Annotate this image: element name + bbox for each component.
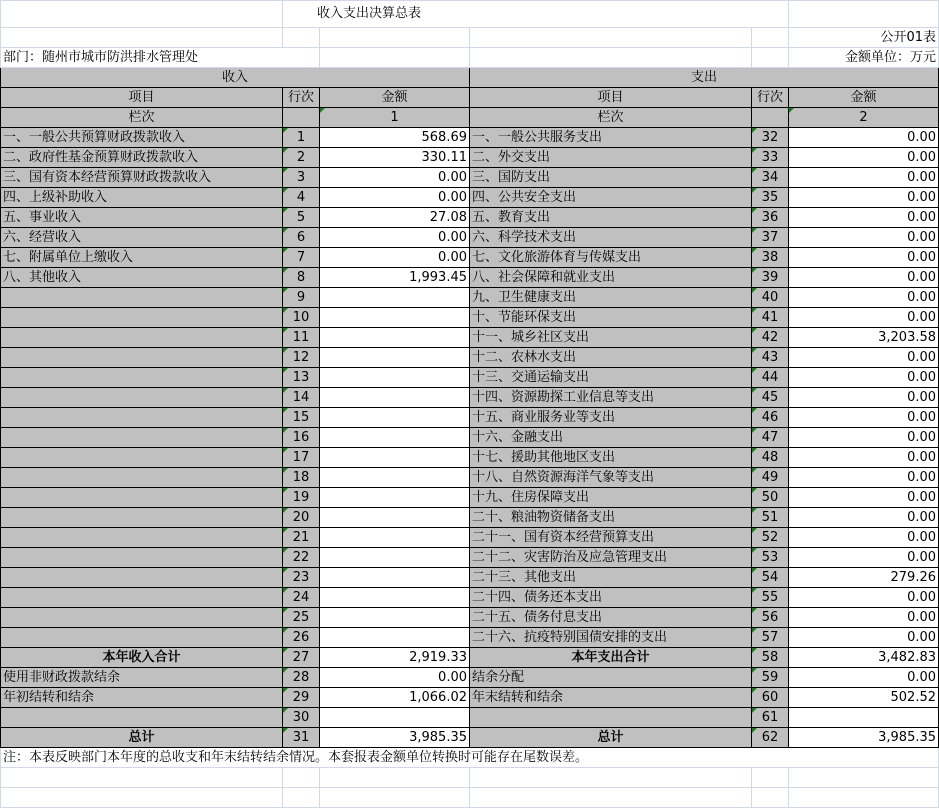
expense-line-number: 34 [752, 168, 789, 188]
income-line-number: 31 [283, 728, 320, 748]
expense-item-label: 四、公共安全支出 [470, 188, 752, 208]
expense-line-number: 47 [752, 428, 789, 448]
table-row [1, 148, 939, 168]
expense-line-number: 56 [752, 608, 789, 628]
empty-cell[interactable] [283, 768, 320, 788]
table-row [1, 668, 939, 688]
expense-amount-cell[interactable]: 0.00 [789, 288, 939, 308]
expense-item-label: 三、国防支出 [470, 168, 752, 188]
expense-amount-cell[interactable]: 0.00 [789, 408, 939, 428]
empty-cell[interactable] [1, 788, 283, 808]
expense-col-item: 项目 [470, 88, 752, 108]
expense-section-header: 支出 [470, 68, 939, 88]
income-amount-cell[interactable]: 0.00 [320, 188, 470, 208]
income-amount-cell[interactable] [320, 528, 470, 548]
department-label: 部门：随州市城市防洪排水管理处 [1, 48, 320, 68]
expense-line-number: 53 [752, 548, 789, 568]
expense-item-label: 二十六、抗疫特别国债安排的支出 [470, 628, 752, 648]
expense-item-label: 二十四、债务还本支出 [470, 588, 752, 608]
expense-line-number: 36 [752, 208, 789, 228]
income-amount-cell[interactable] [320, 568, 470, 588]
expense-amount-cell[interactable]: 0.00 [789, 508, 939, 528]
table-row [1, 568, 939, 588]
income-item-label [1, 428, 283, 448]
expense-item-label: 本年支出合计 [470, 648, 752, 668]
table-row [1, 168, 939, 188]
income-amount-cell[interactable] [320, 708, 470, 728]
table-row [1, 508, 939, 528]
empty-cell[interactable] [320, 788, 470, 808]
expense-amount-cell[interactable]: 279.26 [789, 568, 939, 588]
expense-amount-cell[interactable]: 0.00 [789, 248, 939, 268]
expense-item-label: 二十五、债务付息支出 [470, 608, 752, 628]
expense-amount-cell[interactable]: 0.00 [789, 628, 939, 648]
expense-amount-cell[interactable]: 0.00 [789, 308, 939, 328]
expense-amount-cell[interactable]: 0.00 [789, 608, 939, 628]
income-item-label: 总计 [1, 728, 283, 748]
table-row [1, 388, 939, 408]
expense-line-number: 49 [752, 468, 789, 488]
income-line-number: 13 [283, 368, 320, 388]
expense-line-number: 44 [752, 368, 789, 388]
expense-index-value: 2 [789, 108, 939, 128]
income-amount-cell[interactable]: 1,066.02 [320, 688, 470, 708]
expense-amount-cell[interactable]: 0.00 [789, 388, 939, 408]
expense-amount-cell[interactable]: 0.00 [789, 188, 939, 208]
expense-item-label: 十八、自然资源海洋气象等支出 [470, 468, 752, 488]
expense-line-number: 60 [752, 688, 789, 708]
income-line-number: 5 [283, 208, 320, 228]
income-item-label [1, 568, 283, 588]
income-item-label [1, 368, 283, 388]
income-item-label [1, 708, 283, 728]
empty-row [1, 768, 939, 788]
expense-item-label: 十三、交通运输支出 [470, 368, 752, 388]
expense-item-label: 六、科学技术支出 [470, 228, 752, 248]
expense-amount-cell[interactable]: 0.00 [789, 428, 939, 448]
income-item-label [1, 628, 283, 648]
income-item-label: 一、一般公共预算财政拨款收入 [1, 128, 283, 148]
income-item-label: 八、其他收入 [1, 268, 283, 288]
table-row [1, 628, 939, 648]
income-item-label: 年初结转和结余 [1, 688, 283, 708]
empty-cell[interactable] [789, 788, 939, 808]
expense-amount-cell[interactable]: 0.00 [789, 368, 939, 388]
income-amount-cell[interactable] [320, 288, 470, 308]
income-item-label [1, 588, 283, 608]
table-row [1, 528, 939, 548]
expense-line-number: 48 [752, 448, 789, 468]
income-item-label [1, 468, 283, 488]
expense-amount-cell[interactable]: 3,482.83 [789, 648, 939, 668]
expense-amount-cell[interactable]: 0.00 [789, 348, 939, 368]
income-item-label: 本年收入合计 [1, 648, 283, 668]
income-col-amount: 金额 [320, 88, 470, 108]
table-row [1, 288, 939, 308]
expense-index-label: 栏次 [470, 108, 752, 128]
income-item-label: 五、事业收入 [1, 208, 283, 228]
table-row [1, 128, 939, 148]
expense-item-label: 二十二、灾害防治及应急管理支出 [470, 548, 752, 568]
expense-amount-cell[interactable]: 0.00 [789, 148, 939, 168]
expense-item-label: 七、文化旅游体育与传媒支出 [470, 248, 752, 268]
income-item-label: 二、政府性基金预算财政拨款收入 [1, 148, 283, 168]
expense-amount-cell[interactable]: 3,203.58 [789, 328, 939, 348]
income-line-number: 24 [283, 588, 320, 608]
table-row [1, 328, 939, 348]
income-col-line: 行次 [283, 88, 320, 108]
income-line-number: 14 [283, 388, 320, 408]
income-line-number: 28 [283, 668, 320, 688]
amount-unit-label: 金额单位：万元 [789, 48, 939, 68]
table-row [1, 368, 939, 388]
income-amount-cell[interactable] [320, 408, 470, 428]
income-line-number: 29 [283, 688, 320, 708]
income-amount-cell[interactable] [320, 328, 470, 348]
income-line-number: 23 [283, 568, 320, 588]
expense-line-number: 55 [752, 588, 789, 608]
expense-line-number: 51 [752, 508, 789, 528]
income-item-label: 三、国有资本经营预算财政拨款收入 [1, 168, 283, 188]
income-amount-cell[interactable]: 0.00 [320, 668, 470, 688]
income-item-label [1, 528, 283, 548]
table-row [1, 548, 939, 568]
income-amount-cell[interactable]: 568.69 [320, 128, 470, 148]
expense-line-number: 32 [752, 128, 789, 148]
income-amount-cell[interactable]: 0.00 [320, 248, 470, 268]
income-line-number: 9 [283, 288, 320, 308]
empty-cell[interactable] [320, 768, 470, 788]
income-amount-cell[interactable]: 0.00 [320, 228, 470, 248]
income-amount-cell[interactable] [320, 508, 470, 528]
expense-line-number: 40 [752, 288, 789, 308]
expense-item-label: 一、一般公共服务支出 [470, 128, 752, 148]
income-line-number: 16 [283, 428, 320, 448]
table-row [1, 248, 939, 268]
income-line-number: 12 [283, 348, 320, 368]
table-row [1, 188, 939, 208]
expense-amount-cell[interactable]: 0.00 [789, 208, 939, 228]
income-item-label [1, 488, 283, 508]
income-amount-cell[interactable] [320, 308, 470, 328]
income-line-number: 10 [283, 308, 320, 328]
expense-item-label: 十七、援助其他地区支出 [470, 448, 752, 468]
income-amount-cell[interactable] [320, 348, 470, 368]
income-amount-cell[interactable] [320, 468, 470, 488]
expense-line-number: 50 [752, 488, 789, 508]
income-item-label: 六、经营收入 [1, 228, 283, 248]
income-amount-cell[interactable] [320, 588, 470, 608]
expense-amount-cell[interactable]: 0.00 [789, 128, 939, 148]
income-line-number: 20 [283, 508, 320, 528]
income-item-label [1, 448, 283, 468]
income-amount-cell[interactable] [320, 428, 470, 448]
income-amount-cell[interactable]: 3,985.35 [320, 728, 470, 748]
expense-item-label: 八、社会保障和就业支出 [470, 268, 752, 288]
income-amount-cell[interactable] [320, 548, 470, 568]
empty-cell[interactable] [1, 768, 283, 788]
income-line-number: 30 [283, 708, 320, 728]
expense-item-label: 五、教育支出 [470, 208, 752, 228]
table-row [1, 608, 939, 628]
income-line-number: 26 [283, 628, 320, 648]
title-spacer [789, 1, 939, 28]
income-item-label: 使用非财政拨款结余 [1, 668, 283, 688]
income-item-label [1, 328, 283, 348]
income-line-number: 25 [283, 608, 320, 628]
expense-item-label: 年末结转和结余 [470, 688, 752, 708]
expense-amount-cell[interactable]: 0.00 [789, 448, 939, 468]
income-item-label [1, 548, 283, 568]
empty-cell[interactable] [789, 768, 939, 788]
income-amount-cell[interactable] [320, 388, 470, 408]
empty-cell[interactable] [470, 788, 752, 808]
income-line-number: 8 [283, 268, 320, 288]
income-amount-cell[interactable]: 2,919.33 [320, 648, 470, 668]
page-title: 收入支出决算总表 [283, 1, 789, 28]
expense-line-number: 57 [752, 628, 789, 648]
table-row [1, 428, 939, 448]
income-line-number: 4 [283, 188, 320, 208]
footer-note: 注：本表反映部门本年度的总收支和年末结转结余情况。本套报表金额单位转换时可能存在尾数误差。 [1, 748, 939, 768]
expense-amount-cell[interactable]: 0.00 [789, 528, 939, 548]
expense-item-label: 十一、城乡社区支出 [470, 328, 752, 348]
income-line-number: 6 [283, 228, 320, 248]
empty-cell[interactable] [470, 768, 752, 788]
expense-line-number: 41 [752, 308, 789, 328]
table-row [1, 648, 939, 668]
table-row [1, 708, 939, 728]
expense-line-number: 35 [752, 188, 789, 208]
income-item-label [1, 508, 283, 528]
expense-line-number: 43 [752, 348, 789, 368]
table-row [1, 228, 939, 248]
expense-item-label: 二、外交支出 [470, 148, 752, 168]
expense-line-number: 58 [752, 648, 789, 668]
table-row [1, 588, 939, 608]
expense-item-label: 十二、农林水支出 [470, 348, 752, 368]
empty-row [1, 788, 939, 808]
table-row [1, 308, 939, 328]
expense-item-label: 结余分配 [470, 668, 752, 688]
expense-amount-cell[interactable]: 0.00 [789, 588, 939, 608]
income-item-label: 四、上级补助收入 [1, 188, 283, 208]
income-item-label: 七、附属单位上缴收入 [1, 248, 283, 268]
expense-amount-cell[interactable]: 0.00 [789, 548, 939, 568]
income-line-number: 22 [283, 548, 320, 568]
expense-amount-cell[interactable] [789, 708, 939, 728]
income-item-label [1, 608, 283, 628]
table-row [1, 468, 939, 488]
expense-amount-cell[interactable]: 3,985.35 [789, 728, 939, 748]
income-amount-cell[interactable]: 0.00 [320, 168, 470, 188]
income-line-number: 11 [283, 328, 320, 348]
title-spacer [1, 1, 283, 28]
expense-amount-cell[interactable]: 0.00 [789, 228, 939, 248]
income-amount-cell[interactable] [320, 608, 470, 628]
expense-amount-cell[interactable]: 0.00 [789, 668, 939, 688]
expense-line-number: 61 [752, 708, 789, 728]
empty-cell[interactable] [752, 768, 789, 788]
income-item-label [1, 348, 283, 368]
expense-amount-cell[interactable]: 0.00 [789, 488, 939, 508]
table-row [1, 408, 939, 428]
income-amount-cell[interactable] [320, 448, 470, 468]
expense-item-label: 总计 [470, 728, 752, 748]
expense-line-number: 46 [752, 408, 789, 428]
empty-cell[interactable] [752, 788, 789, 808]
expense-item-label: 十、节能环保支出 [470, 308, 752, 328]
income-line-number: 3 [283, 168, 320, 188]
expense-line-number: 38 [752, 248, 789, 268]
expense-line-number: 59 [752, 668, 789, 688]
table-row [1, 728, 939, 748]
expense-item-label [470, 708, 752, 728]
table-row [1, 688, 939, 708]
expense-line-number: 39 [752, 268, 789, 288]
income-line-number: 1 [283, 128, 320, 148]
income-line-number: 27 [283, 648, 320, 668]
table-row [1, 488, 939, 508]
expense-line-number: 42 [752, 328, 789, 348]
income-amount-cell[interactable]: 330.11 [320, 148, 470, 168]
income-line-number: 7 [283, 248, 320, 268]
expense-item-label: 十四、资源勘探工业信息等支出 [470, 388, 752, 408]
expense-amount-cell[interactable]: 0.00 [789, 468, 939, 488]
income-amount-cell[interactable] [320, 368, 470, 388]
expense-line-number: 52 [752, 528, 789, 548]
table-code: 公开01表 [789, 28, 939, 48]
income-line-number: 19 [283, 488, 320, 508]
income-amount-cell[interactable] [320, 628, 470, 648]
expense-item-label: 九、卫生健康支出 [470, 288, 752, 308]
income-line-number: 2 [283, 148, 320, 168]
expense-amount-cell[interactable]: 0.00 [789, 268, 939, 288]
expense-amount-cell[interactable]: 0.00 [789, 168, 939, 188]
income-col-item: 项目 [1, 88, 283, 108]
expense-item-label: 十六、金融支出 [470, 428, 752, 448]
income-section-header: 收入 [1, 68, 470, 88]
table-row [1, 268, 939, 288]
table-row [1, 448, 939, 468]
expense-col-line: 行次 [752, 88, 789, 108]
expense-item-label: 二十一、国有资本经营预算支出 [470, 528, 752, 548]
income-line-number: 15 [283, 408, 320, 428]
expense-line-number: 45 [752, 388, 789, 408]
expense-item-label: 二十三、其他支出 [470, 568, 752, 588]
expense-line-number: 54 [752, 568, 789, 588]
table-row [1, 208, 939, 228]
income-item-label [1, 288, 283, 308]
empty-cell[interactable] [283, 788, 320, 808]
income-line-number: 21 [283, 528, 320, 548]
expense-col-amount: 金额 [789, 88, 939, 108]
expense-line-number: 37 [752, 228, 789, 248]
income-amount-cell[interactable] [320, 488, 470, 508]
expense-item-label: 十五、商业服务业等支出 [470, 408, 752, 428]
expense-item-label: 十九、住房保障支出 [470, 488, 752, 508]
expense-item-label: 二十、粮油物资储备支出 [470, 508, 752, 528]
income-index-label: 栏次 [1, 108, 283, 128]
income-item-label [1, 308, 283, 328]
income-line-number: 18 [283, 468, 320, 488]
expense-amount-cell[interactable]: 502.52 [789, 688, 939, 708]
table-row [1, 348, 939, 368]
income-index-value: 1 [320, 108, 470, 128]
income-item-label [1, 388, 283, 408]
expense-line-number: 33 [752, 148, 789, 168]
expense-line-number: 62 [752, 728, 789, 748]
income-amount-cell[interactable]: 1,993.45 [320, 268, 470, 288]
income-line-number: 17 [283, 448, 320, 468]
income-item-label [1, 408, 283, 428]
income-amount-cell[interactable]: 27.08 [320, 208, 470, 228]
